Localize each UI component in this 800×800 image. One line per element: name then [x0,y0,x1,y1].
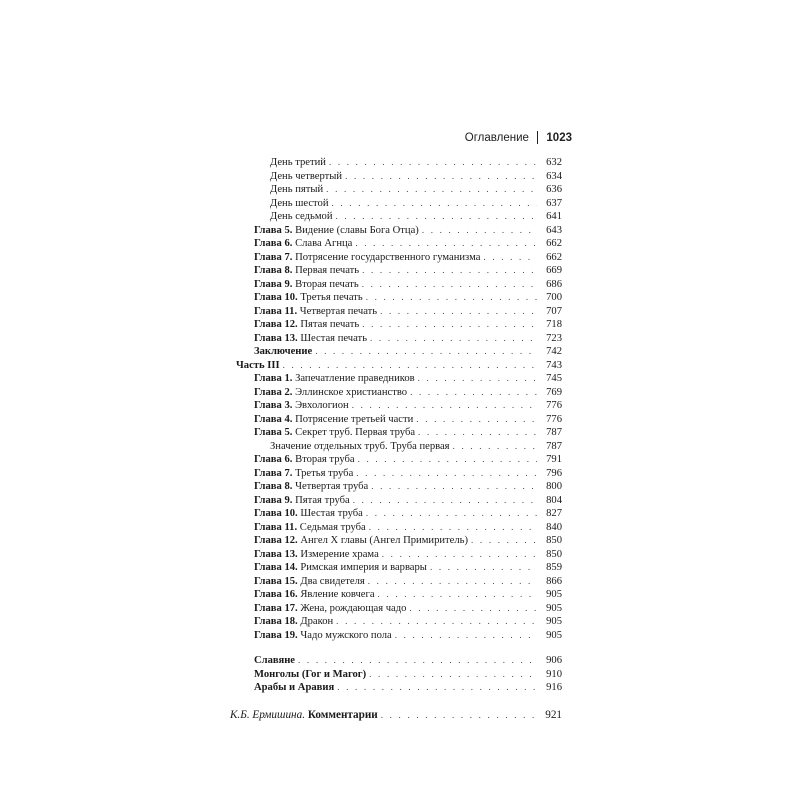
toc-entry-label: Глава 10. [254,508,298,519]
toc-entry-title: Видение (славы Бога Отца) [295,224,419,236]
dot-leader [283,359,537,373]
toc-entry-label: Глава 13. [254,548,298,560]
dot-leader [483,251,537,265]
toc-entry-label: Славяне [254,655,296,666]
toc-entry-label: Глава 12. [254,535,298,546]
toc-entry-page: 662 [546,238,562,249]
toc-entry-page: 745 [546,373,562,384]
dot-leader [378,588,537,602]
toc-subentry[interactable] [236,440,562,454]
toc-entry-title: День пятый [270,184,324,195]
toc-entry-title: Измерение храма [300,548,379,560]
toc-entry-page: 796 [546,467,562,479]
toc-entry-page: 718 [546,319,562,330]
toc-entry-title: Четвертая труба [295,481,369,492]
toc-entry-title: Слава Агнца [295,238,353,249]
dot-leader [353,494,537,508]
dot-leader [362,318,537,332]
toc-entry-page: 776 [546,413,562,425]
toc-entry-label: Глава 7. [254,467,293,479]
toc-entry-label: Глава 18. [254,616,298,627]
toc-entry-page: 906 [546,655,562,666]
toc-entry-title: Комментарии [307,708,378,721]
toc-entry-page: 827 [546,508,562,519]
toc-entry-title: День шестой [270,197,329,209]
dot-leader [329,156,537,170]
dot-leader [369,668,537,682]
toc-entry-label: Глава 19. [254,629,298,641]
toc-entry-title: Первая печать [295,265,360,276]
toc-entry-label: Глава 2. [254,386,293,398]
running-header [465,131,572,144]
toc-entry-page: 743 [546,359,562,371]
toc-entry-title: Пятая труба [295,494,350,506]
toc-entry-label: Монголы (Гог и Магог) [254,668,367,680]
toc-entry[interactable] [236,575,562,589]
toc-entry-title: Чадо мужского пола [300,629,392,641]
page-number: 1023 [546,131,572,144]
toc-entry-title: Шестая труба [300,508,363,519]
dot-leader [418,372,537,386]
spacer [236,695,562,709]
dot-leader [355,237,537,251]
toc-entry-page: 636 [546,184,562,195]
toc-entry-page: 643 [546,224,562,236]
dot-leader [298,654,537,668]
toc-entry-label: Глава 1. [254,373,293,384]
dot-leader [358,453,537,467]
dot-leader [326,183,537,197]
toc-entry-title: День третий [270,157,326,168]
toc-entry-page: 641 [546,211,562,222]
toc-entry-title: Потрясение третьей части [295,413,414,425]
toc-entry-author: К.Б. Ермишина. [230,708,306,721]
toc-entry-label: Глава 12. [254,319,298,330]
toc-entry-page: 921 [545,708,562,721]
toc-entry-title: Жена, рождающая чадо [300,602,407,614]
toc-entry-title: Четвертая печать [299,305,378,317]
toc-entry-conclusion[interactable] [236,345,562,359]
dot-leader [345,170,537,184]
toc-entry-label: Глава 5. [254,427,293,438]
toc-entry-title: День четвертый [270,170,343,182]
toc-entry-label: Глава 15. [254,575,298,587]
toc-entry-label: Глава 14. [254,562,298,573]
dot-leader [337,681,537,695]
toc-entry[interactable] [236,291,562,305]
toc-entry[interactable] [236,156,562,170]
toc-entry-page: 905 [546,602,562,614]
toc-entry-page: 686 [546,278,562,290]
toc-entry-page: 637 [546,197,562,209]
dot-leader [336,615,537,629]
toc-entry[interactable] [236,210,562,224]
toc-entry-label: Глава 11. [254,305,298,317]
toc-entry[interactable] [236,467,562,481]
toc-entry-page: 905 [546,629,562,641]
toc-entry-label: Глава 13. [254,332,298,344]
toc-entry-appendix[interactable] [236,654,562,668]
toc-entry-page: 910 [546,668,562,680]
dot-leader [356,467,537,481]
toc-entry-appendix[interactable] [236,668,562,682]
toc-entry-commentary[interactable] [230,709,562,723]
toc-entry[interactable] [236,170,562,184]
dot-leader [332,197,538,211]
dot-leader [418,426,537,440]
toc-entry[interactable] [236,399,562,413]
table-of-contents [230,156,562,722]
toc-entry[interactable] [236,521,562,535]
toc-entry-page: 787 [546,440,562,452]
toc-entry-page: 707 [546,305,562,317]
toc-entry-title: День седьмой [270,211,333,222]
dot-leader [371,480,537,494]
toc-entry-title: Ангел X главы (Ангел Примиритель) [300,535,469,546]
toc-entry[interactable] [236,561,562,575]
dot-leader [369,521,537,535]
toc-entry-label: Глава 11. [254,521,298,533]
toc-entry-page: 916 [546,682,562,693]
toc-entry-part[interactable] [236,359,562,373]
dot-leader [368,575,537,589]
dot-leader [471,534,537,548]
toc-entry-page: 700 [546,292,562,303]
spacer [236,642,562,654]
toc-entry[interactable] [236,264,562,278]
toc-entry[interactable] [236,318,562,332]
dot-leader [336,210,538,224]
toc-entry[interactable] [236,278,562,292]
toc-entry-page: 840 [546,521,562,533]
dot-leader [366,507,537,521]
toc-entry[interactable] [236,413,562,427]
toc-entry[interactable] [236,386,562,400]
toc-entry-page: 850 [546,548,562,560]
toc-entry-page: 859 [546,562,562,573]
toc-entry-page: 742 [546,346,562,357]
dot-leader [382,548,537,562]
toc-entry[interactable] [236,615,562,629]
toc-entry-title: Пятая печать [300,319,360,330]
toc-entry-page: 632 [546,157,562,168]
toc-entry-page: 662 [546,251,562,263]
dot-leader [315,345,537,359]
dot-leader [395,629,537,643]
toc-entry-title: Дракон [300,616,334,627]
toc-entry[interactable] [236,548,562,562]
toc-entry-title: Вторая труба [295,454,355,465]
toc-entry-title: Шестая печать [300,332,368,344]
toc-entry[interactable] [236,507,562,521]
toc-entry[interactable] [236,602,562,616]
toc-entry-label: Глава 5. [254,224,293,236]
dot-leader [416,413,537,427]
toc-entry[interactable] [236,588,562,602]
toc-entry-label: Арабы и Аравия [254,682,335,693]
toc-entry-title: Третья труба [295,467,354,479]
toc-entry-title: Секрет труб. Первая труба [295,427,416,438]
toc-entry-title: Два свидетеля [300,575,365,587]
dot-leader [410,386,537,400]
toc-entry-title: Римская империя и варвары [300,562,427,573]
toc-entry[interactable] [236,453,562,467]
running-header-title: Оглавление [464,131,529,144]
dot-leader [366,291,537,305]
dot-leader [430,561,537,575]
toc-entry-label: Глава 17. [254,602,298,614]
toc-part-label: Часть III [236,359,280,371]
toc-entry-page: 905 [546,616,562,627]
toc-entry[interactable] [236,494,562,508]
toc-entry-title: Третья печать [300,292,363,303]
dot-leader [352,399,537,413]
toc-entry-label: Глава 16. [254,589,298,600]
toc-entry-label: Глава 9. [254,494,293,506]
toc-entry-page: 791 [546,454,562,465]
toc-entry[interactable] [236,629,562,643]
toc-entry-appendix[interactable] [236,681,562,695]
toc-entry-page: 634 [546,170,562,182]
toc-entry-title: Явление ковчега [300,589,375,600]
toc-entry-label: Глава 9. [254,278,293,290]
dot-leader [370,332,537,346]
toc-entry-page: 787 [546,427,562,438]
toc-entry-title: Седьмая труба [299,521,366,533]
dot-leader [453,440,537,454]
toc-entry[interactable] [236,197,562,211]
toc-entry-label: Глава 7. [254,251,293,263]
dot-leader [409,602,537,616]
toc-entry-page: 669 [546,265,562,276]
toc-entry-title: Эллинское христианство [295,386,408,398]
toc-entry-title: Потрясение государственного гуманизма [295,251,481,263]
toc-entry-page: 800 [546,481,562,492]
toc-entry-label: Глава 6. [254,454,293,465]
toc-entry-page: 804 [546,494,562,506]
toc-entry[interactable] [236,224,562,238]
toc-entry[interactable] [236,183,562,197]
toc-entry-title: Вторая печать [295,278,359,290]
header-separator [537,131,539,144]
toc-entry-page: 776 [546,400,562,411]
toc-entry[interactable] [236,372,562,386]
toc-entry-page: 905 [546,589,562,600]
toc-entry-label: Глава 3. [254,400,293,411]
toc-entry[interactable] [236,426,562,440]
toc-entry[interactable] [236,251,562,265]
toc-entry-page: 850 [546,535,562,546]
toc-entry-label: Глава 8. [254,481,293,492]
toc-entry-label: Заключение [254,346,313,357]
toc-entry-title: Запечатление праведников [295,373,415,384]
dot-leader [380,305,537,319]
toc-entry-label: Глава 6. [254,238,293,249]
toc-entry[interactable] [236,237,562,251]
toc-entry-page: 769 [546,386,562,398]
dot-leader [381,709,537,723]
toc-entry[interactable] [236,480,562,494]
dot-leader [362,264,537,278]
toc-entry-label: Глава 8. [254,265,293,276]
toc-entry[interactable] [236,534,562,548]
toc-entry-label: Глава 4. [254,413,293,425]
toc-entry-title: Эвхологион [295,400,349,411]
toc-entry-title: Значение отдельных труб. Труба первая [270,440,450,452]
dot-leader [362,278,537,292]
dot-leader [422,224,537,238]
toc-entry[interactable] [236,332,562,346]
toc-entry-page: 866 [546,575,562,587]
toc-entry-label: Глава 10. [254,292,298,303]
toc-entry[interactable] [236,305,562,319]
toc-entry-page: 723 [546,332,562,344]
